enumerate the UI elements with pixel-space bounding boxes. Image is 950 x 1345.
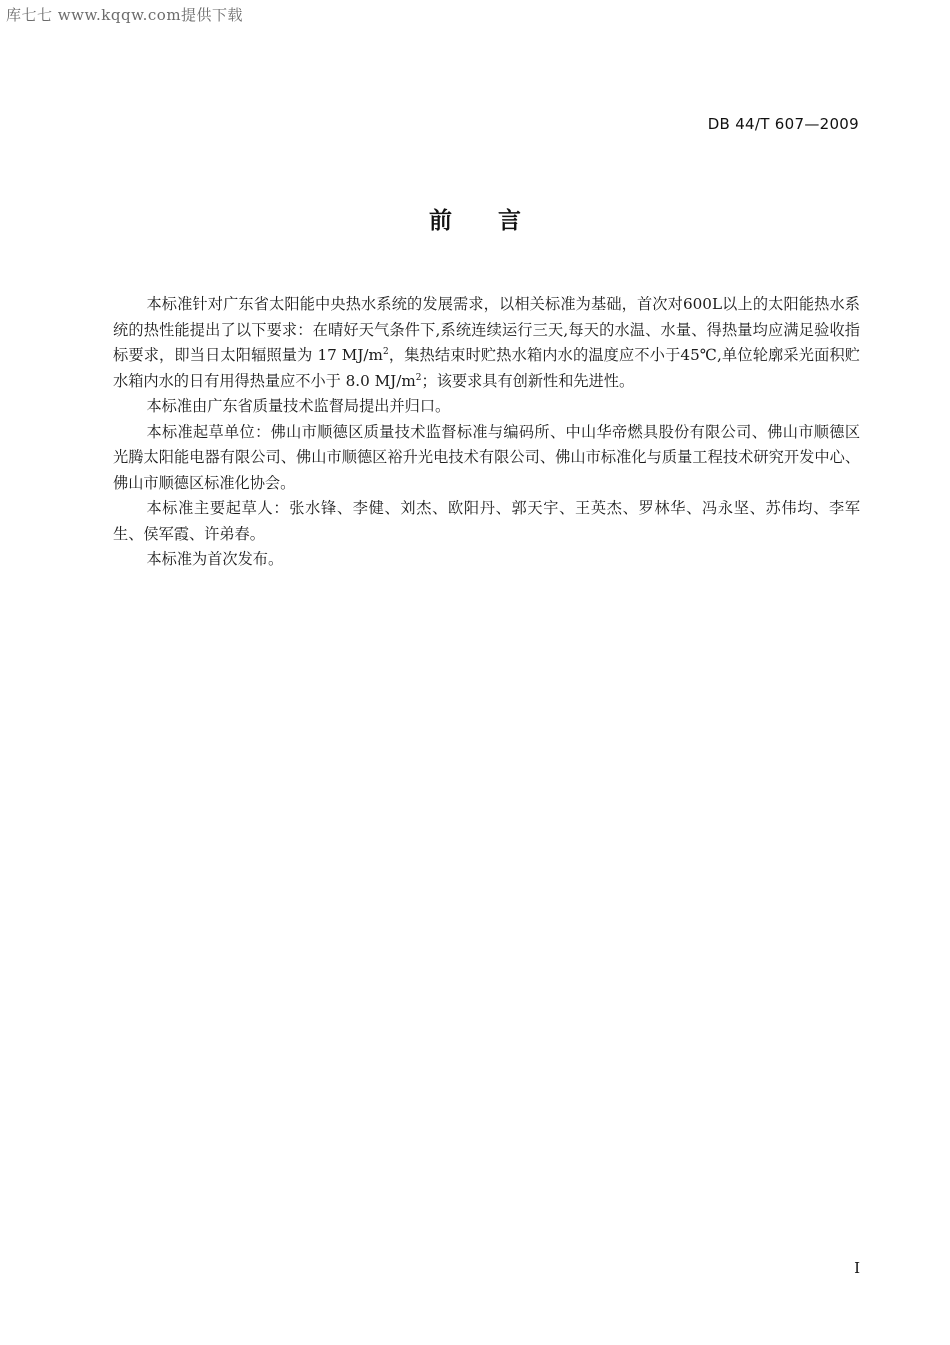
paragraph-drafters: 本标准主要起草人：张水锋、李健、刘杰、欧阳丹、郭天宇、王英杰、罗林华、冯永坚、苏伟均、李军生、侯军霞、许弟春。 xyxy=(113,499,860,543)
paragraph-requirements xyxy=(113,292,860,394)
paragraph-proposer: 本标准由广东省质量技术监督局提出并归口。 xyxy=(146,397,451,415)
watermark-text: 库七七 www.kqqw.com提供下载 xyxy=(6,6,244,24)
superscript-square: 2 xyxy=(415,372,422,383)
paragraph-first-release: 本标准为首次发布。 xyxy=(146,550,284,568)
paragraph-requirements-part-b: ，集热结束时贮热水箱内水的温度应不小于45℃,单位轮廓采光面积贮水箱内水的日有用得热量应不小于 8.0 MJ/m xyxy=(113,346,860,390)
foreword-body xyxy=(113,292,860,573)
superscript-square: 2 xyxy=(382,347,389,357)
page-title: 前言 xyxy=(429,208,567,234)
paragraph-requirements-part-c: ；该要求具有创新性和先进性。 xyxy=(421,371,635,390)
paragraph-requirements-part-a: 本标准针对广东省太阳能中央热水系统的发展需求，以相关标准为基础，首次对600L以上的太阳能热水系统的热性能提出了以下要求：在晴好天气条件下,系统连续运行三天,每天的水温、水量、得热量均应满足验收指标要求，即当日太阳辐照量为 17 MJ/m xyxy=(113,295,860,364)
page-number: I xyxy=(854,1259,860,1277)
paragraph-drafting-units: 本标准起草单位：佛山市顺德区质量技术监督标准与编码所、中山华帝燃具股份有限公司、佛山市顺德区光腾太阳能电器有限公司、佛山市顺德区裕升光电技术有限公司、佛山市标准化与质量工程技术研究开发中心、佛山市顺德区标准化协会。 xyxy=(113,422,860,492)
document-code: DB 44/T 607—2009 xyxy=(707,115,859,133)
